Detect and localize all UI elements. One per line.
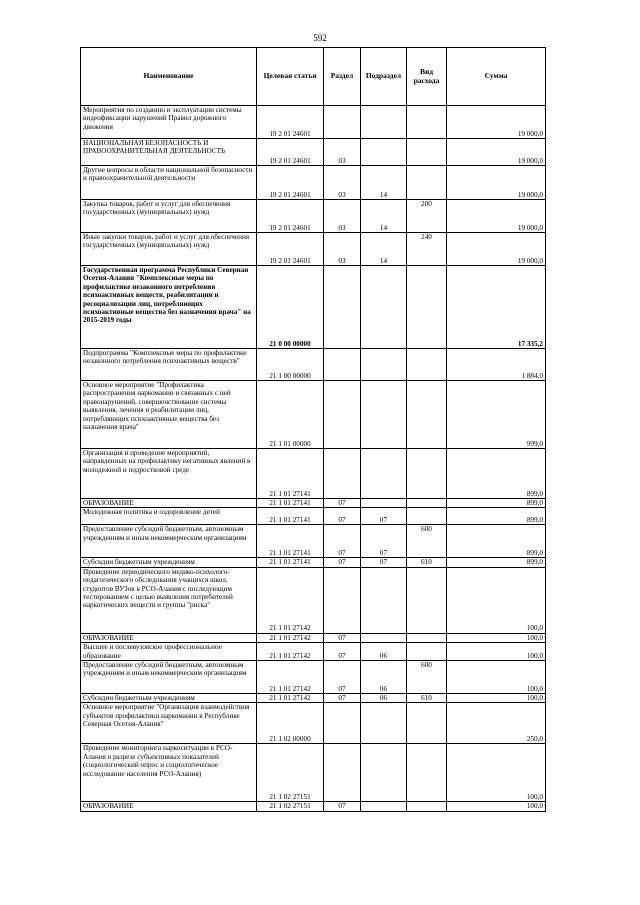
cell-sum: 250,0 bbox=[447, 703, 546, 744]
cell-expense-type bbox=[407, 744, 447, 802]
cell-subsection: 07 bbox=[361, 558, 407, 567]
header-expense-type: Вид расхода bbox=[407, 48, 447, 106]
cell-subsection: 06 bbox=[361, 643, 407, 661]
cell-sum: 100,0 bbox=[447, 661, 546, 694]
cell-target-article: 19 2 01 24601 bbox=[257, 233, 324, 266]
cell-section: 07 bbox=[324, 525, 361, 558]
cell-subsection bbox=[361, 499, 407, 508]
cell-target-article: 21 1 01 27141 bbox=[257, 499, 324, 508]
cell-expense-type bbox=[407, 449, 447, 499]
cell-subsection: 14 bbox=[361, 166, 407, 200]
table-row bbox=[81, 508, 546, 525]
cell-name: Иные закупки товаров, работ и услуг для обеспечения государственных (муниципальных) нужд bbox=[81, 233, 257, 266]
cell-section: 03 bbox=[324, 200, 361, 233]
page-number: 592 bbox=[313, 33, 327, 43]
cell-section: 07 bbox=[324, 643, 361, 661]
cell-target-article: 21 1 01 27141 bbox=[257, 558, 324, 567]
cell-sum: 1 884,0 bbox=[447, 349, 546, 381]
cell-expense-type bbox=[407, 349, 447, 381]
table-row bbox=[81, 694, 546, 703]
header-subsection: Подраздел bbox=[361, 48, 407, 106]
cell-section: 07 bbox=[324, 694, 361, 703]
table-row bbox=[81, 633, 546, 642]
cell-expense-type bbox=[407, 166, 447, 200]
cell-name: ОБРАЗОВАНИЕ bbox=[81, 802, 257, 811]
cell-section: 03 bbox=[324, 139, 361, 166]
cell-expense-type bbox=[407, 567, 447, 633]
cell-sum: 899,0 bbox=[447, 499, 546, 508]
cell-name: Мероприятия по созданию и эксплуатации системы видеофиксации нарушений Правил дорожного движения bbox=[81, 106, 257, 139]
cell-subsection bbox=[361, 633, 407, 642]
cell-subsection bbox=[361, 139, 407, 166]
table-body bbox=[81, 106, 546, 812]
table-row bbox=[81, 525, 546, 558]
cell-sum: 19 000,0 bbox=[447, 200, 546, 233]
cell-expense-type bbox=[407, 106, 447, 139]
cell-subsection bbox=[361, 703, 407, 744]
cell-section: 07 bbox=[324, 633, 361, 642]
cell-target-article: 21 0 00 00000 bbox=[257, 266, 324, 349]
cell-section bbox=[324, 349, 361, 381]
table-row bbox=[81, 381, 546, 449]
cell-subsection: 07 bbox=[361, 525, 407, 558]
cell-name: Организация и проведение мероприятий, направленных на профилактику негативных явлений в молодежной и подростковой среде bbox=[81, 449, 257, 499]
cell-target-article: 19 2 01 24601 bbox=[257, 200, 324, 233]
cell-name: Молодежная политика и оздоровление детей bbox=[81, 508, 257, 525]
cell-target-article: 21 1 01 00000 bbox=[257, 381, 324, 449]
cell-name: Подпрограмма "Комплексные меры по профилактике незаконного потребления психоактивных веществ" bbox=[81, 349, 257, 381]
cell-name: ОБРАЗОВАНИЕ bbox=[81, 499, 257, 508]
cell-subsection bbox=[361, 449, 407, 499]
cell-expense-type bbox=[407, 703, 447, 744]
cell-sum: 899,0 bbox=[447, 508, 546, 525]
cell-target-article: 21 1 01 27141 bbox=[257, 525, 324, 558]
cell-expense-type bbox=[407, 643, 447, 661]
table-row bbox=[81, 567, 546, 633]
cell-section: 07 bbox=[324, 499, 361, 508]
cell-expense-type: 600 bbox=[407, 661, 447, 694]
cell-subsection: 14 bbox=[361, 200, 407, 233]
cell-name: Предоставление субсидий бюджетным, автономным учреждениям и иным некоммерческим организациям bbox=[81, 661, 257, 694]
table-row bbox=[81, 744, 546, 802]
cell-expense-type: 610 bbox=[407, 558, 447, 567]
table-row bbox=[81, 449, 546, 499]
cell-expense-type bbox=[407, 381, 447, 449]
cell-sum: 19 000,0 bbox=[447, 233, 546, 266]
table-row bbox=[81, 802, 546, 811]
table-row bbox=[81, 349, 546, 381]
budget-table bbox=[80, 47, 546, 812]
cell-sum: 17 335,2 bbox=[447, 266, 546, 349]
cell-subsection bbox=[361, 567, 407, 633]
table-row bbox=[81, 166, 546, 200]
cell-subsection: 06 bbox=[361, 661, 407, 694]
cell-section bbox=[324, 744, 361, 802]
table-row bbox=[81, 200, 546, 233]
table-row bbox=[81, 139, 546, 166]
cell-subsection bbox=[361, 802, 407, 811]
cell-section bbox=[324, 703, 361, 744]
cell-sum: 899,0 bbox=[447, 449, 546, 499]
cell-target-article: 21 1 01 27141 bbox=[257, 508, 324, 525]
table-row bbox=[81, 266, 546, 349]
cell-name: Субсидии бюджетным учреждениям bbox=[81, 558, 257, 567]
cell-subsection: 07 bbox=[361, 508, 407, 525]
cell-subsection bbox=[361, 381, 407, 449]
cell-section bbox=[324, 567, 361, 633]
cell-target-article: 21 1 01 27142 bbox=[257, 643, 324, 661]
table-row bbox=[81, 661, 546, 694]
cell-sum: 19 000,0 bbox=[447, 166, 546, 200]
cell-sum: 899,0 bbox=[447, 558, 546, 567]
cell-name: ОБРАЗОВАНИЕ bbox=[81, 633, 257, 642]
cell-target-article: 21 1 01 27142 bbox=[257, 633, 324, 642]
cell-target-article: 21 1 00 00000 bbox=[257, 349, 324, 381]
cell-target-article: 21 1 01 27142 bbox=[257, 661, 324, 694]
cell-expense-type bbox=[407, 508, 447, 525]
cell-name: Государственная программа Республики Северная Осетия-Алания "Комплексные меры по профилактике незаконного потребления психоактивных веществ, реабилитации и ресоциализации лиц, потребляющих психоактивные вещества без назначения врача" на 2015-2019 годы bbox=[81, 266, 257, 349]
cell-sum: 899,0 bbox=[447, 525, 546, 558]
cell-name: Проведение мониторинга наркоситуации в РСО-Алания в разрезе субъективных показателей (социологический опрос и социологическое исследование населения РСО-Алания) bbox=[81, 744, 257, 802]
cell-expense-type bbox=[407, 266, 447, 349]
header-name: Наименование bbox=[81, 48, 257, 106]
cell-expense-type bbox=[407, 139, 447, 166]
cell-name: Субсидии бюджетным учреждениям bbox=[81, 694, 257, 703]
cell-target-article: 21 1 02 27151 bbox=[257, 802, 324, 811]
cell-section bbox=[324, 266, 361, 349]
cell-expense-type: 200 bbox=[407, 200, 447, 233]
cell-subsection: 14 bbox=[361, 233, 407, 266]
cell-sum: 999,0 bbox=[447, 381, 546, 449]
table-row bbox=[81, 643, 546, 661]
cell-subsection bbox=[361, 106, 407, 139]
table-row bbox=[81, 499, 546, 508]
cell-expense-type: 610 bbox=[407, 694, 447, 703]
cell-name: Проведение периодического медико-психолого-педагогического обследования учащихся школ, студентов ВУЗов в РСО-Алания с последующим тестированием с целью выявления потребителей наркотических веществ и группы "риска" bbox=[81, 567, 257, 633]
cell-sum: 19 000,0 bbox=[447, 139, 546, 166]
cell-target-article: 21 1 01 27142 bbox=[257, 567, 324, 633]
header-target-article: Целевая статья bbox=[257, 48, 324, 106]
cell-name: Основное мероприятие "Организация взаимодействия субъектов профилактики наркомании в Республике Северная Осетия-Алания" bbox=[81, 703, 257, 744]
cell-subsection bbox=[361, 744, 407, 802]
cell-section bbox=[324, 449, 361, 499]
cell-expense-type bbox=[407, 499, 447, 508]
cell-subsection: 06 bbox=[361, 694, 407, 703]
cell-expense-type: 240 bbox=[407, 233, 447, 266]
cell-expense-type bbox=[407, 802, 447, 811]
cell-expense-type bbox=[407, 633, 447, 642]
cell-sum: 100,0 bbox=[447, 643, 546, 661]
cell-target-article: 19 2 01 24601 bbox=[257, 166, 324, 200]
cell-name: Закупка товаров, работ и услуг для обеспечения государственных (муниципальных) нужд bbox=[81, 200, 257, 233]
header-sum: Сумма bbox=[447, 48, 546, 106]
cell-name: Другие вопросы в области национальной безопасности и правоохранительной деятельности bbox=[81, 166, 257, 200]
cell-sum: 100,0 bbox=[447, 567, 546, 633]
cell-name: Основное мероприятие "Профилактика распространения наркомании и связанных с ней правонарушений, совершенствование системы выявления, лечения и реабилитации лиц, потребляющих психоактивные вещества без назначения врача" bbox=[81, 381, 257, 449]
cell-target-article: 19 2 01 24601 bbox=[257, 106, 324, 139]
cell-expense-type: 600 bbox=[407, 525, 447, 558]
cell-name: Высшее и послевузовское профессиональное образование bbox=[81, 643, 257, 661]
table-row bbox=[81, 703, 546, 744]
cell-section: 07 bbox=[324, 508, 361, 525]
cell-target-article: 21 1 01 27142 bbox=[257, 694, 324, 703]
table-row bbox=[81, 233, 546, 266]
cell-target-article: 19 2 01 24601 bbox=[257, 139, 324, 166]
cell-target-article: 21 1 01 27141 bbox=[257, 449, 324, 499]
cell-section: 03 bbox=[324, 166, 361, 200]
cell-target-article: 21 1 02 00000 bbox=[257, 703, 324, 744]
cell-sum: 100,0 bbox=[447, 744, 546, 802]
cell-sum: 19 000,0 bbox=[447, 106, 546, 139]
cell-section bbox=[324, 381, 361, 449]
cell-section: 03 bbox=[324, 233, 361, 266]
cell-sum: 100,0 bbox=[447, 694, 546, 703]
table-row bbox=[81, 558, 546, 567]
cell-section: 07 bbox=[324, 661, 361, 694]
cell-section bbox=[324, 106, 361, 139]
cell-subsection bbox=[361, 266, 407, 349]
cell-subsection bbox=[361, 349, 407, 381]
table-row bbox=[81, 106, 546, 139]
cell-name: НАЦИОНАЛЬНАЯ БЕЗОПАСНОСТЬ И ПРАВООХРАНИТЕЛЬНАЯ ДЕЯТЕЛЬНОСТЬ bbox=[81, 139, 257, 166]
cell-sum: 100,0 bbox=[447, 802, 546, 811]
cell-section: 07 bbox=[324, 802, 361, 811]
cell-name: Предоставление субсидий бюджетным, автономным учреждениям и иным некоммерческим организациям bbox=[81, 525, 257, 558]
cell-section: 07 bbox=[324, 558, 361, 567]
table-header-row bbox=[81, 48, 546, 106]
cell-sum: 100,0 bbox=[447, 633, 546, 642]
header-section: Раздел bbox=[324, 48, 361, 106]
cell-target-article: 21 1 02 27151 bbox=[257, 744, 324, 802]
